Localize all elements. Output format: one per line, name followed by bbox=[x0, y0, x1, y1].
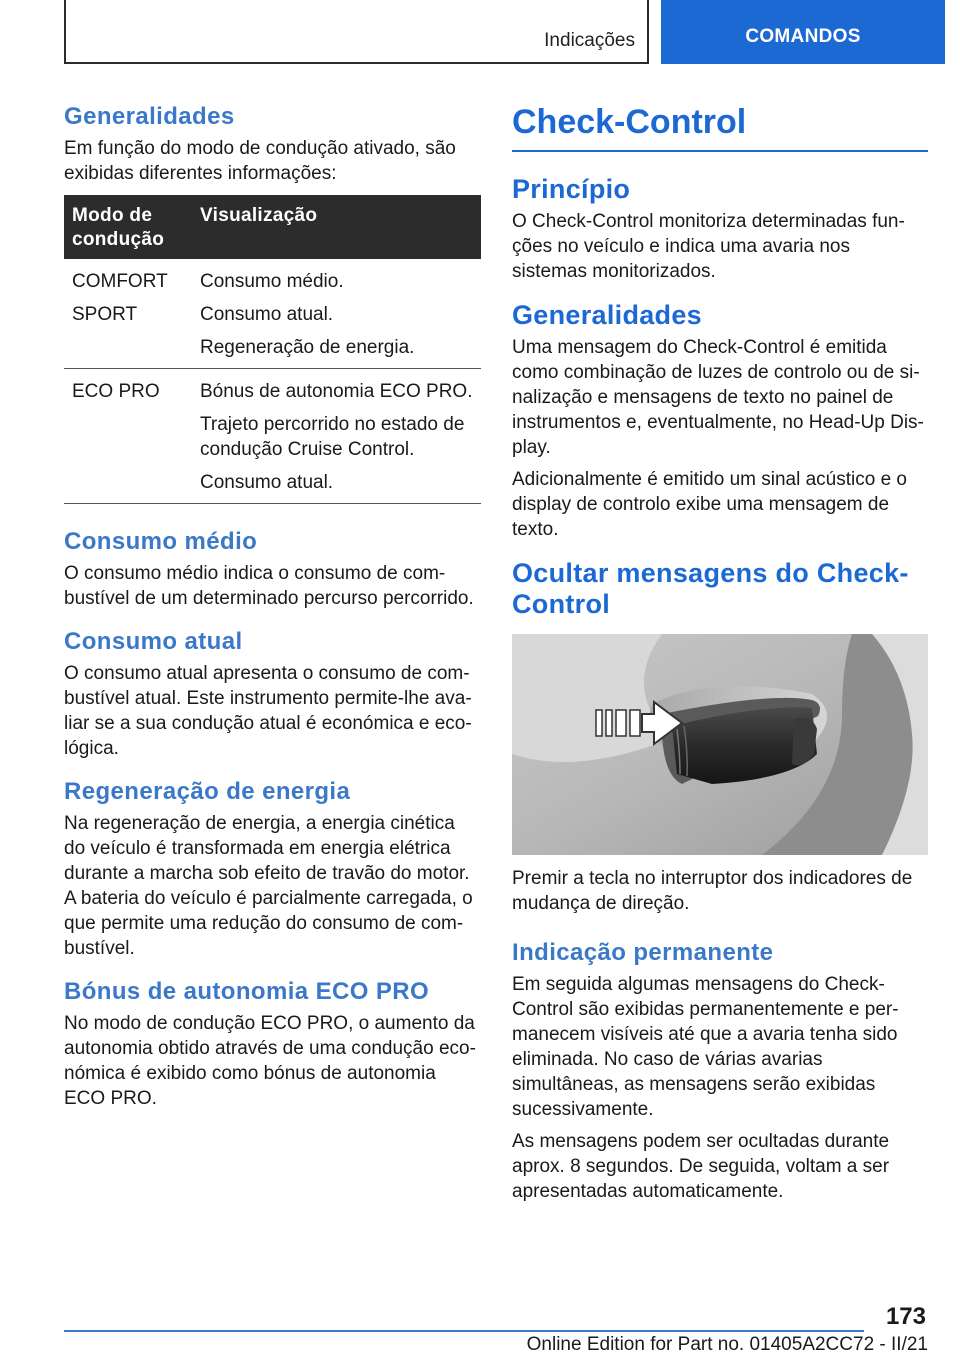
mode-eco-pro: ECO PRO bbox=[72, 381, 160, 402]
table-header-mode: Modo de condução bbox=[64, 195, 192, 259]
consumo-medio-heading: Consumo médio bbox=[64, 528, 258, 555]
display-item: Bónus de autonomia ECO PRO. bbox=[200, 381, 473, 402]
indicacao-text2: As mensagens podem ser ocultadas durante aprox. 8 segundos. De seguida, voltam a ser apresentadas automaticamente. bbox=[512, 1131, 890, 1202]
check-control-title: Check-Control bbox=[512, 100, 928, 152]
drive-mode-table bbox=[64, 195, 481, 504]
consumo-atual-text: O consumo atual apresenta o consumo de combustível atual. Este instrumento permite-lhe avaliar se a sua condução atual é económica e ecológica. bbox=[64, 663, 472, 759]
consumo-atual-heading: Consumo atual bbox=[64, 628, 243, 655]
ocultar-heading: Ocultar mensagens do Check-Control bbox=[512, 558, 909, 619]
left-column bbox=[64, 100, 481, 1111]
table-header-display: Visualização bbox=[192, 195, 481, 259]
mode-comfort: COMFORT bbox=[72, 271, 168, 292]
display-item: Consumo atual. bbox=[200, 304, 334, 325]
bonus-text: No modo de condução ECO PRO, o aumento da autonomia obtido através de uma condução económica é exibido como bónus de autonomia ECO PRO. bbox=[64, 1013, 476, 1109]
table-row bbox=[64, 369, 481, 504]
display-item: Regeneração de energia. bbox=[200, 337, 415, 358]
footer-edition: Online Edition for Part no. 01405A2CC72 - II/21 bbox=[526, 1334, 928, 1355]
table-row bbox=[64, 259, 481, 369]
chapter-tab[interactable]: COMANDOS bbox=[661, 0, 945, 64]
page-number: 173 bbox=[885, 1303, 926, 1330]
generalidades-heading: Generalidades bbox=[64, 103, 235, 130]
mode-sport: SPORT bbox=[72, 304, 138, 325]
bonus-heading: Bónus de autonomia ECO PRO bbox=[64, 978, 430, 1005]
regeneracao-text: Na regeneração de energia, a energia cinética do veículo é transformada em energia elétrica durante a marcha sob efeito de travão do motor. A bateria do veículo é parcialmente carregada, o que permite uma redução do consumo de combustível. bbox=[64, 813, 473, 959]
display-item: Consumo médio. bbox=[200, 271, 344, 292]
right-column bbox=[512, 100, 928, 1204]
display-item: Consumo atual. bbox=[200, 472, 334, 493]
section-title: Indicações bbox=[544, 30, 635, 51]
ocultar-caption: Premir a tecla no interruptor dos indicadores de mudança de direção. bbox=[512, 868, 913, 914]
generalidades-text: Em função do modo de condução ativado, são exibidas diferentes informações: bbox=[64, 138, 456, 184]
generalidades-text1: Uma mensagem do Check-Control é emitida como combinação de luzes de controlo ou de sinalização e mensagens de texto no painel de instrumentos e, eventualmente, no Head-Up Display. bbox=[512, 337, 924, 458]
display-item: Trajeto percorrido no estado de condução Cruise Control. bbox=[200, 414, 465, 460]
footer-divider bbox=[64, 1330, 864, 1332]
consumo-medio-text: O consumo médio indica o consumo de combustível de um determinado percurso percorrido. bbox=[64, 563, 474, 609]
regeneracao-heading: Regeneração de energia bbox=[64, 778, 351, 805]
generalidades-text2: Adicionalmente é emitido um sinal acústico e o display de controlo exibe uma mensagem de texto. bbox=[512, 469, 907, 540]
indicacao-text1: Em seguida algumas mensagens do Check-Control são exibidas permanentemente e permanecem visíveis até que a avaria tenha sido eliminada. No caso de várias avarias simultâneas, as mensagens serão exibidas sucessivamente. bbox=[512, 974, 899, 1120]
indicacao-heading: Indicação permanente bbox=[512, 939, 774, 966]
generalidades-heading-right: Generalidades bbox=[512, 300, 702, 330]
principio-text: O Check-Control monitoriza determinadas funções no veículo e indica uma avaria nos sistemas monitorizados. bbox=[512, 211, 905, 282]
turn-signal-stalk-image bbox=[512, 634, 928, 855]
header-frame bbox=[64, 0, 649, 64]
principio-heading: Princípio bbox=[512, 174, 631, 204]
